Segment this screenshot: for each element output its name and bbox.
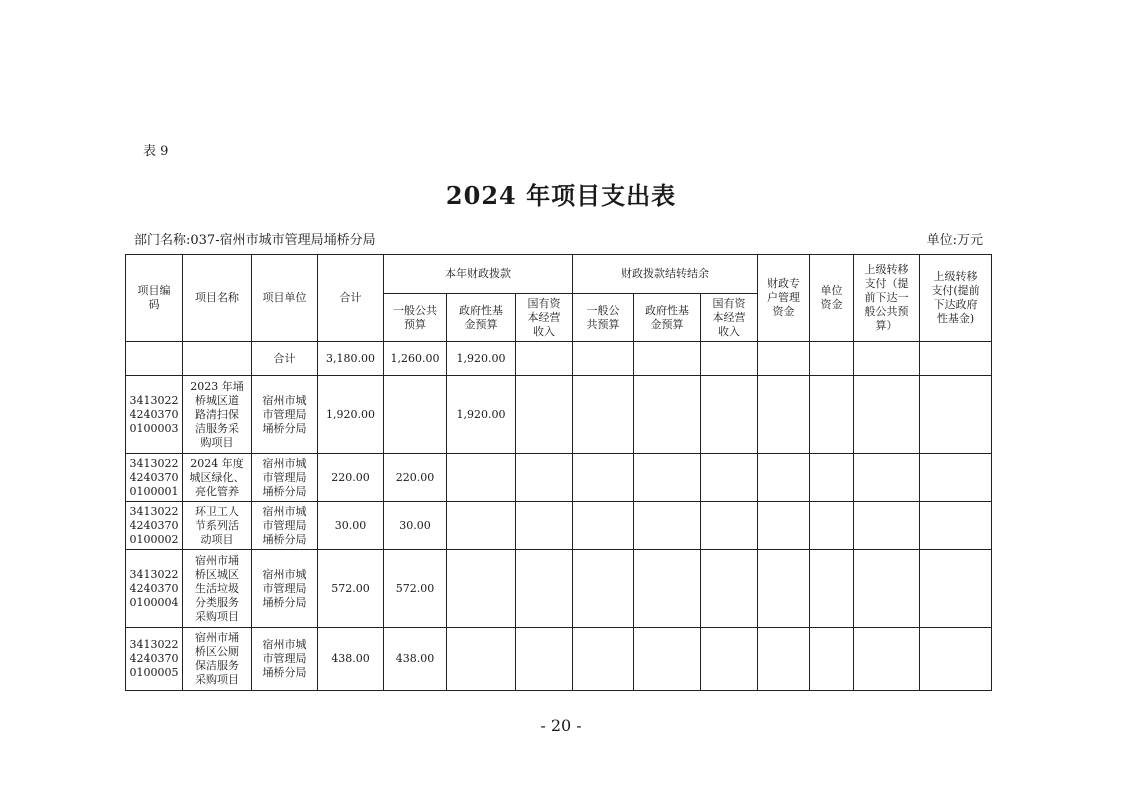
cell bbox=[634, 342, 701, 376]
cell bbox=[758, 454, 810, 502]
header-gov-fund-budget: 政府性基 金预算 bbox=[447, 294, 516, 342]
project-gov-fund bbox=[447, 454, 516, 502]
cell bbox=[573, 342, 634, 376]
project-general: 572.00 bbox=[384, 550, 447, 628]
cell bbox=[920, 342, 992, 376]
project-general: 30.00 bbox=[384, 502, 447, 550]
total-row-general: 1,260.00 bbox=[384, 342, 447, 376]
cell bbox=[810, 550, 854, 628]
page-number: - 20 - bbox=[540, 716, 582, 735]
cell bbox=[516, 628, 573, 691]
cell bbox=[701, 550, 758, 628]
project-name: 2024 年度 城区绿化、 亮化管养 bbox=[183, 454, 252, 502]
cell bbox=[573, 454, 634, 502]
project-unit: 宿州市城 市管理局 埇桥分局 bbox=[252, 628, 318, 691]
cell bbox=[573, 550, 634, 628]
header-carryover: 财政拨款结转结余 bbox=[573, 255, 758, 294]
header-total: 合计 bbox=[318, 255, 384, 342]
cell bbox=[126, 342, 183, 376]
project-total: 438.00 bbox=[318, 628, 384, 691]
cell bbox=[634, 454, 701, 502]
header-superior-transfer-general: 上级转移 支付（提 前下达一 般公共预 算） bbox=[854, 255, 920, 342]
cell bbox=[516, 376, 573, 454]
cell bbox=[810, 502, 854, 550]
project-general: 220.00 bbox=[384, 454, 447, 502]
cell bbox=[573, 376, 634, 454]
cell bbox=[810, 342, 854, 376]
cell bbox=[516, 342, 573, 376]
total-row-gov-fund: 1,920.00 bbox=[447, 342, 516, 376]
total-row bbox=[126, 342, 992, 376]
cell bbox=[758, 342, 810, 376]
project-gov-fund: 1,920.00 bbox=[447, 376, 516, 454]
table-row bbox=[126, 454, 992, 502]
cell bbox=[854, 502, 920, 550]
cell bbox=[701, 628, 758, 691]
project-code: 3413022 4240370 0100004 bbox=[126, 550, 183, 628]
cell bbox=[516, 550, 573, 628]
cell bbox=[634, 502, 701, 550]
project-code: 3413022 4240370 0100005 bbox=[126, 628, 183, 691]
header-carryover-gov-fund: 政府性基 金预算 bbox=[634, 294, 701, 342]
project-expenditure-table bbox=[125, 254, 992, 691]
cell bbox=[920, 550, 992, 628]
project-unit: 宿州市城 市管理局 埇桥分局 bbox=[252, 550, 318, 628]
cell bbox=[810, 628, 854, 691]
project-gov-fund bbox=[447, 550, 516, 628]
cell bbox=[701, 502, 758, 550]
cell bbox=[920, 628, 992, 691]
cell bbox=[758, 502, 810, 550]
document-title: 2024 年项目支出表 bbox=[445, 181, 677, 210]
project-gov-fund bbox=[447, 502, 516, 550]
project-total: 220.00 bbox=[318, 454, 384, 502]
table-row bbox=[126, 502, 992, 550]
cell bbox=[854, 342, 920, 376]
cell bbox=[634, 376, 701, 454]
cell bbox=[701, 342, 758, 376]
header-unit-funds: 单位 资金 bbox=[810, 255, 854, 342]
cell bbox=[701, 376, 758, 454]
project-unit: 宿州市城 市管理局 埇桥分局 bbox=[252, 454, 318, 502]
table-label: 表 9 bbox=[143, 144, 169, 159]
cell bbox=[854, 628, 920, 691]
cell bbox=[920, 376, 992, 454]
cell bbox=[183, 342, 252, 376]
header-state-capital-income: 国有资 本经营 收入 bbox=[516, 294, 573, 342]
cell bbox=[854, 454, 920, 502]
cell bbox=[920, 502, 992, 550]
project-general bbox=[384, 376, 447, 454]
project-total: 30.00 bbox=[318, 502, 384, 550]
cell bbox=[854, 376, 920, 454]
cell bbox=[758, 550, 810, 628]
header-carryover-state-capital: 国有资 本经营 收入 bbox=[701, 294, 758, 342]
project-code: 3413022 4240370 0100002 bbox=[126, 502, 183, 550]
cell bbox=[810, 376, 854, 454]
cell bbox=[854, 550, 920, 628]
cell bbox=[810, 454, 854, 502]
project-code: 3413022 4240370 0100003 bbox=[126, 376, 183, 454]
project-name: 宿州市埇 桥区公厕 保洁服务 采购项目 bbox=[183, 628, 252, 691]
project-total: 1,920.00 bbox=[318, 376, 384, 454]
table-row bbox=[126, 628, 992, 691]
table-row bbox=[126, 376, 992, 454]
project-general: 438.00 bbox=[384, 628, 447, 691]
cell bbox=[758, 376, 810, 454]
header-project-name: 项目名称 bbox=[183, 255, 252, 342]
department-name: 部门名称:037-宿州市城市管理局埇桥分局 bbox=[134, 233, 376, 248]
cell bbox=[516, 454, 573, 502]
table-row bbox=[126, 550, 992, 628]
project-code: 3413022 4240370 0100001 bbox=[126, 454, 183, 502]
header-current-year-appropriation: 本年财政拨款 bbox=[384, 255, 573, 294]
total-row-total: 3,180.00 bbox=[318, 342, 384, 376]
project-name: 2023 年埇 桥城区道 路清扫保 洁服务采 购项目 bbox=[183, 376, 252, 454]
cell bbox=[516, 502, 573, 550]
header-project-unit: 项目单位 bbox=[252, 255, 318, 342]
project-name: 环卫工人 节系列活 动项目 bbox=[183, 502, 252, 550]
unit-label: 单位:万元 bbox=[926, 233, 983, 248]
project-total: 572.00 bbox=[318, 550, 384, 628]
cell bbox=[758, 628, 810, 691]
cell bbox=[920, 454, 992, 502]
header-general-budget: 一般公共 预算 bbox=[384, 294, 447, 342]
cell bbox=[634, 550, 701, 628]
header-special-account-funds: 财政专 户管理 资金 bbox=[758, 255, 810, 342]
total-row-label: 合计 bbox=[252, 342, 318, 376]
cell bbox=[573, 628, 634, 691]
header-superior-transfer-gov-fund: 上级转移 支付(提前 下达政府 性基金) bbox=[920, 255, 992, 342]
header-carryover-general: 一般公 共预算 bbox=[573, 294, 634, 342]
cell bbox=[701, 454, 758, 502]
project-unit: 宿州市城 市管理局 埇桥分局 bbox=[252, 502, 318, 550]
header-project-code: 项目编 码 bbox=[126, 255, 183, 342]
cell bbox=[573, 502, 634, 550]
cell bbox=[634, 628, 701, 691]
project-name: 宿州市埇 桥区城区 生活垃圾 分类服务 采购项目 bbox=[183, 550, 252, 628]
project-gov-fund bbox=[447, 628, 516, 691]
project-unit: 宿州市城 市管理局 埇桥分局 bbox=[252, 376, 318, 454]
